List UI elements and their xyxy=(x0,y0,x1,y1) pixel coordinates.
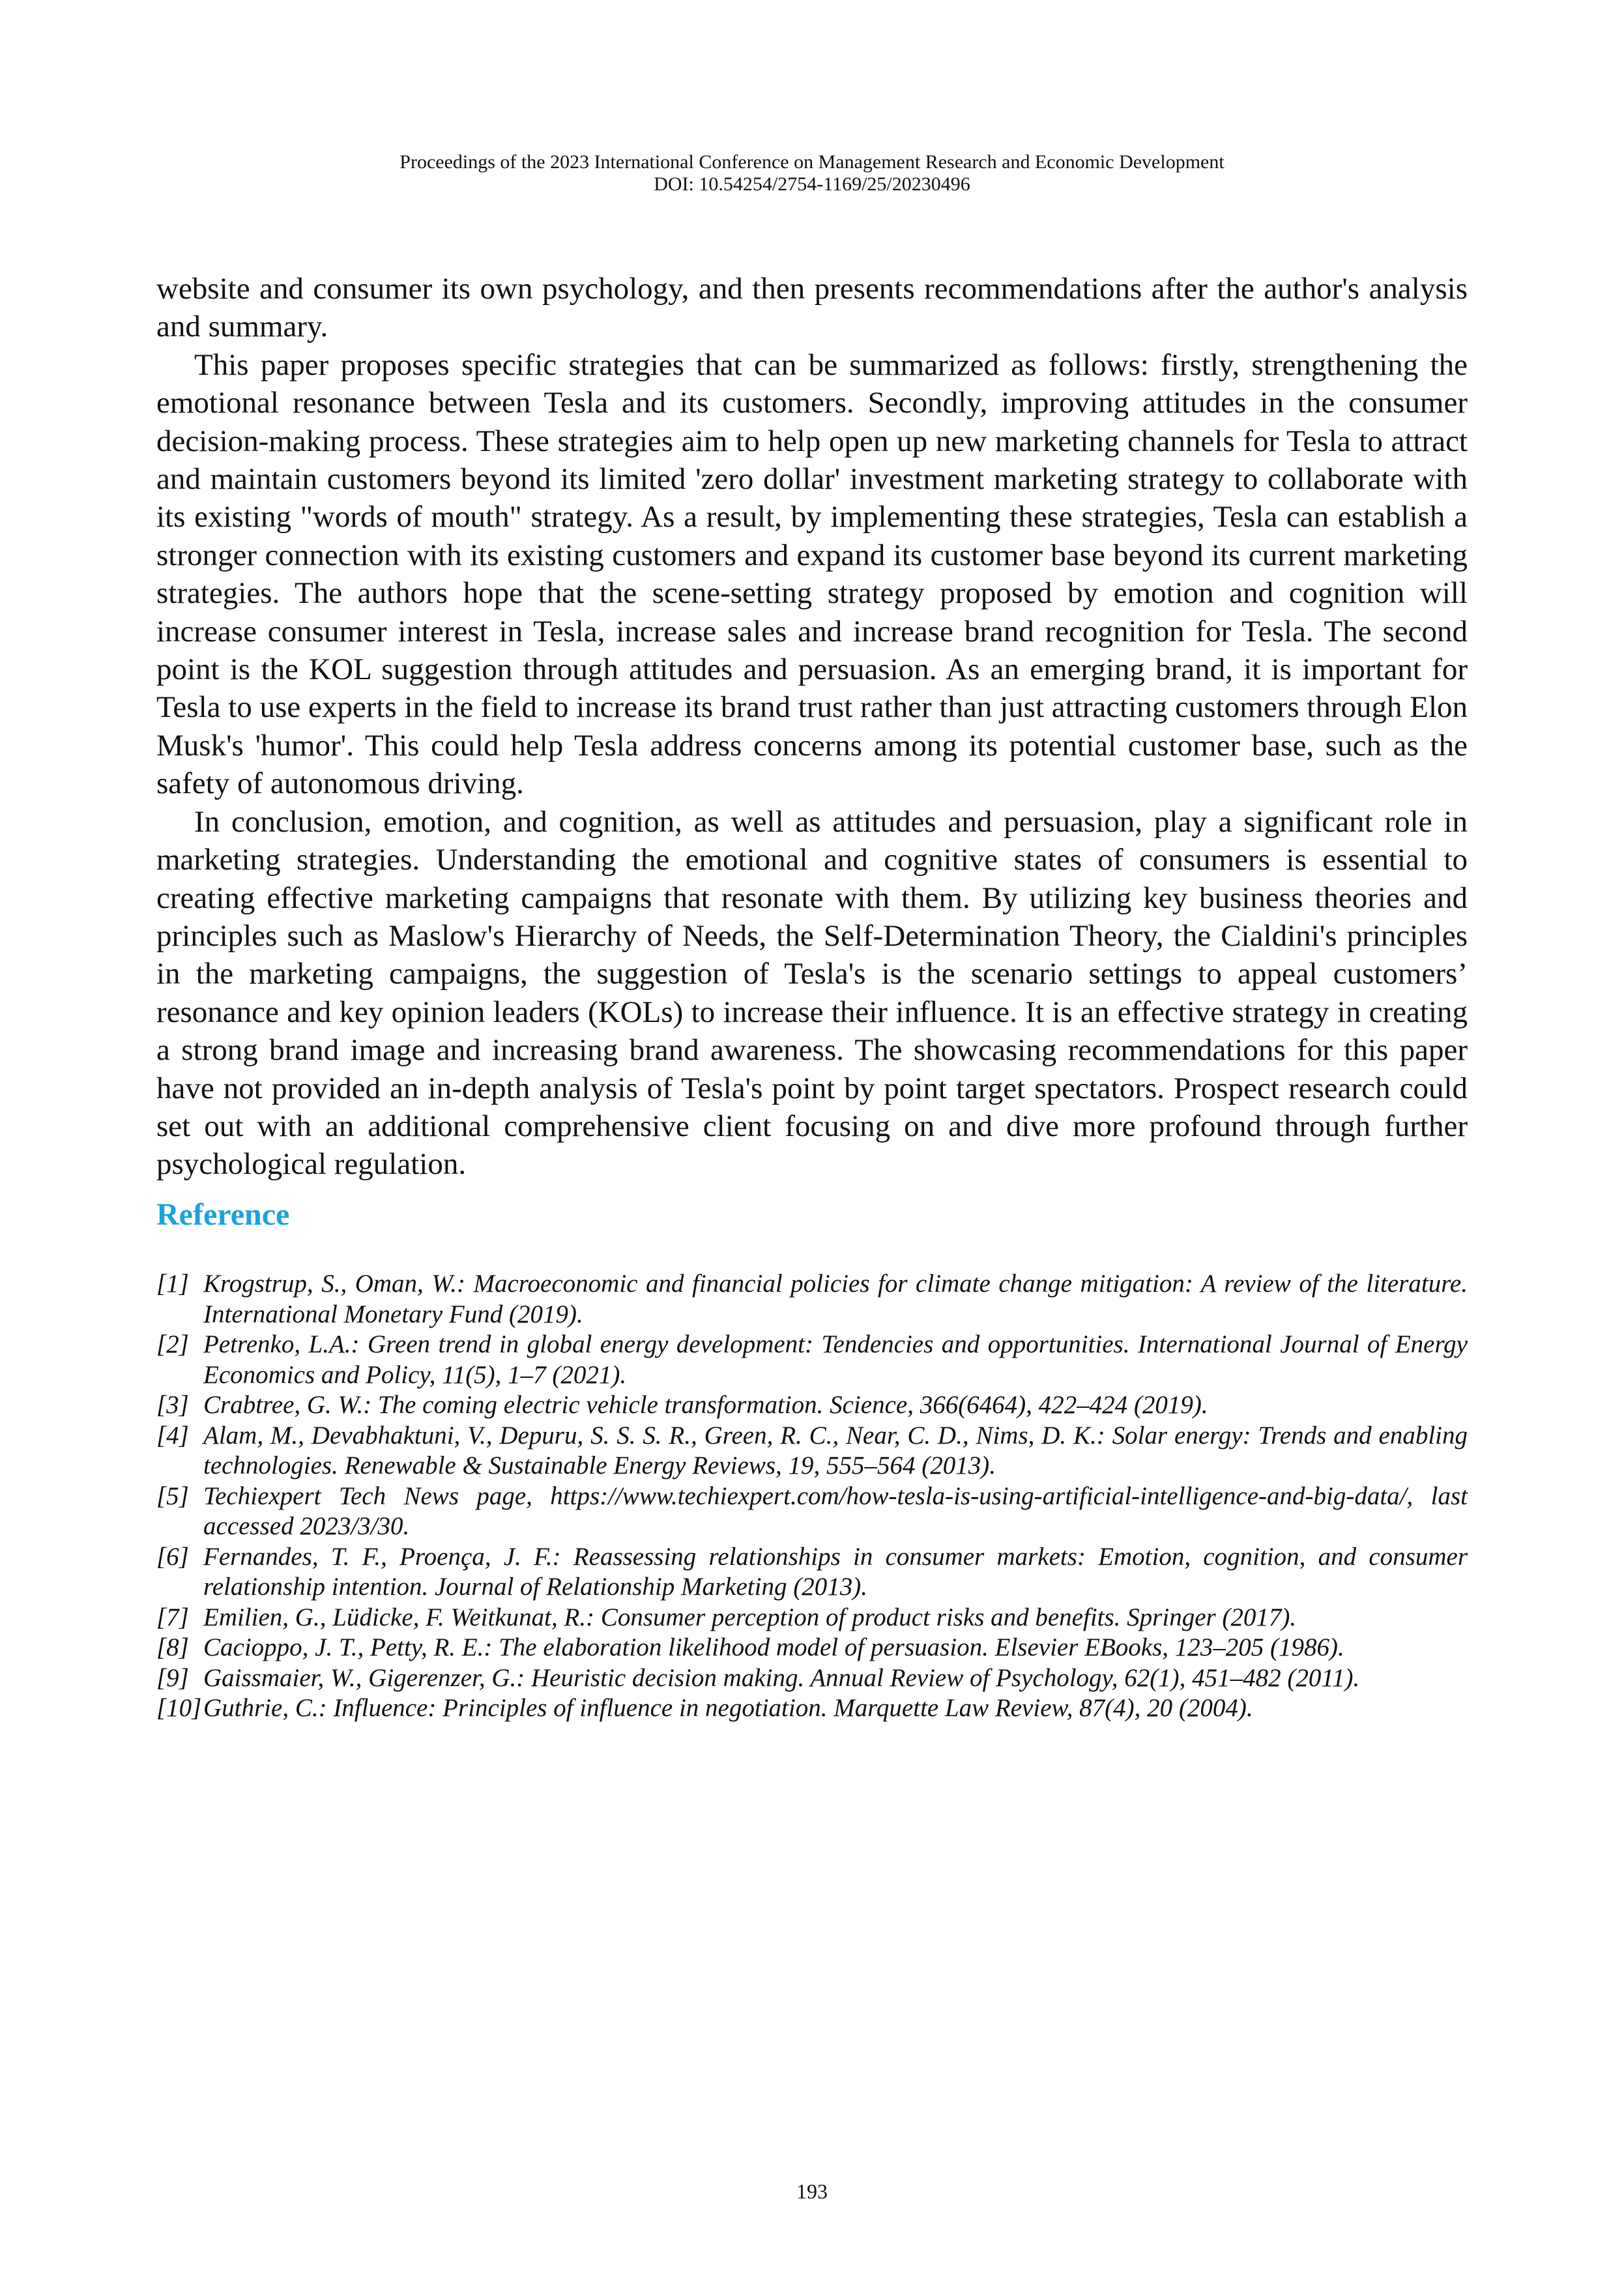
reference-text: Alam, M., Devabhaktuni, V., Depuru, S. S. S. R., Green, R. C., Near, C. D., Nims, D. K.: Solar energy: Trends and enabling technologies. Renewable & Sustainable Energy Reviews, 19, 555–564 (2013). xyxy=(203,1421,1468,1480)
reference-text: Crabtree, G. W.: The coming electric vehicle transformation. Science, 366(6464), 422–424 (2019). xyxy=(203,1391,1208,1419)
reference-item xyxy=(156,1269,1468,1330)
reference-item xyxy=(156,1603,1468,1633)
page-number: 193 xyxy=(796,2180,828,2203)
reference-number: [6] xyxy=(156,1542,189,1571)
reference-text: Emilien, G., Lüdicke, F. Weitkunat, R.: Consumer perception of product risks and benefits. Springer (2017). xyxy=(203,1603,1297,1631)
reference-number: [1] xyxy=(156,1270,189,1298)
reference-text: Gaissmaier, W., Gigerenzer, G.: Heuristic decision making. Annual Review of Psychology, 62(1), 451–482 (2011). xyxy=(203,1663,1360,1692)
reference-heading: Reference xyxy=(156,1197,290,1232)
reference-number: [3] xyxy=(156,1391,189,1419)
reference-text: Techiexpert Tech News page, https://www.techiexpert.com/how-tesla-is-using-artificial-intelligence-and-big-data/, last accessed 2023/3/30. xyxy=(203,1481,1468,1540)
reference-number: [10] xyxy=(156,1694,202,1722)
reference-item xyxy=(156,1633,1468,1663)
reference-item xyxy=(156,1663,1468,1694)
reference-number: [7] xyxy=(156,1603,189,1631)
reference-text: Krogstrup, S., Oman, W.: Macroeconomic and financial policies for climate change mitigation: A review of the literature. International Monetary Fund (2019). xyxy=(203,1270,1468,1328)
reference-list xyxy=(156,1269,1468,1724)
reference-item xyxy=(156,1421,1468,1481)
reference-number: [2] xyxy=(156,1330,189,1358)
reference-text: Guthrie, C.: Influence: Principles of influence in negotiation. Marquette Law Review, 87(4), 20 (2004). xyxy=(203,1694,1253,1722)
reference-text: Cacioppo, J. T., Petty, R. E.: The elaboration likelihood model of persuasion. Elsevier EBooks, 123–205 (1986). xyxy=(203,1633,1344,1661)
paragraph-conclusion: In conclusion, emotion, and cognition, as well as attitudes and persuasion, play a significant role in marketing strategies. Understanding the emotional and cognitive states of consumers is essential to creating effective marketing campaigns that resonate with them. By utilizing key business theories and principles such as Maslow's Hierarchy of Needs, the Self-Determination Theory, the Cialdini's principles in the marketing campaigns, the suggestion of Tesla's is the scenario settings to appeal customers’ resonance and key opinion leaders (KOLs) to increase their influence. It is an effective strategy in creating a strong brand image and increasing brand awareness. The showcasing recommendations for this paper have not provided an in-depth analysis of Tesla's point by point target spectators. Prospect research could set out with an additional comprehensive client focusing on and dive more profound through further psychological regulation. xyxy=(156,804,1468,1182)
reference-text: Petrenko, L.A.: Green trend in global energy development: Tendencies and opportunities. International Journal of Energy Economics and Policy, 11(5), 1–7 (2021). xyxy=(203,1330,1468,1389)
reference-item xyxy=(156,1542,1468,1603)
reference-number: [4] xyxy=(156,1421,189,1450)
doi-line: DOI: 10.54254/2754-1169/25/20230496 xyxy=(654,173,970,195)
paragraph-continuation: website and consumer its own psychology, and then presents recommendations after the author's analysis and summary. xyxy=(156,272,1468,344)
conference-title: Proceedings of the 2023 International Conference on Management Research and Economic Development xyxy=(399,151,1225,173)
reference-text: Fernandes, T. F., Proença, J. F.: Reassessing relationships in consumer markets: Emotion, cognition, and consumer relationship intention. Journal of Relationship Marketing (2013). xyxy=(203,1542,1468,1601)
reference-item xyxy=(156,1390,1468,1421)
reference-number: [5] xyxy=(156,1481,189,1510)
reference-number: [8] xyxy=(156,1633,189,1661)
reference-number: [9] xyxy=(156,1663,189,1692)
reference-item xyxy=(156,1693,1468,1724)
body-text xyxy=(156,270,1468,1184)
paragraph-strategies: This paper proposes specific strategies that can be summarized as follows: firstly, strengthening the emotional resonance between Tesla and its customers. Secondly, improving attitudes in the consumer decision-making process. These strategies aim to help open up new marketing channels for Tesla to attract and maintain customers beyond its limited 'zero dollar' investment marketing strategy to collaborate with its existing "words of mouth" strategy. As a result, by implementing these strategies, Tesla can establish a stronger connection with its existing customers and expand its customer base beyond its current marketing strategies. The authors hope that the scene-setting strategy proposed by emotion and cognition will increase consumer interest in Tesla, increase sales and increase brand recognition for Tesla. The second point is the KOL suggestion through attitudes and persuasion. As an emerging brand, it is important for Tesla to use experts in the field to increase its brand trust rather than just attracting customers through Elon Musk's 'humor'. This could help Tesla address concerns among its potential customer base, such as the safety of autonomous driving. xyxy=(156,347,1468,801)
reference-item xyxy=(156,1330,1468,1390)
reference-item xyxy=(156,1481,1468,1542)
running-header xyxy=(0,151,1624,196)
